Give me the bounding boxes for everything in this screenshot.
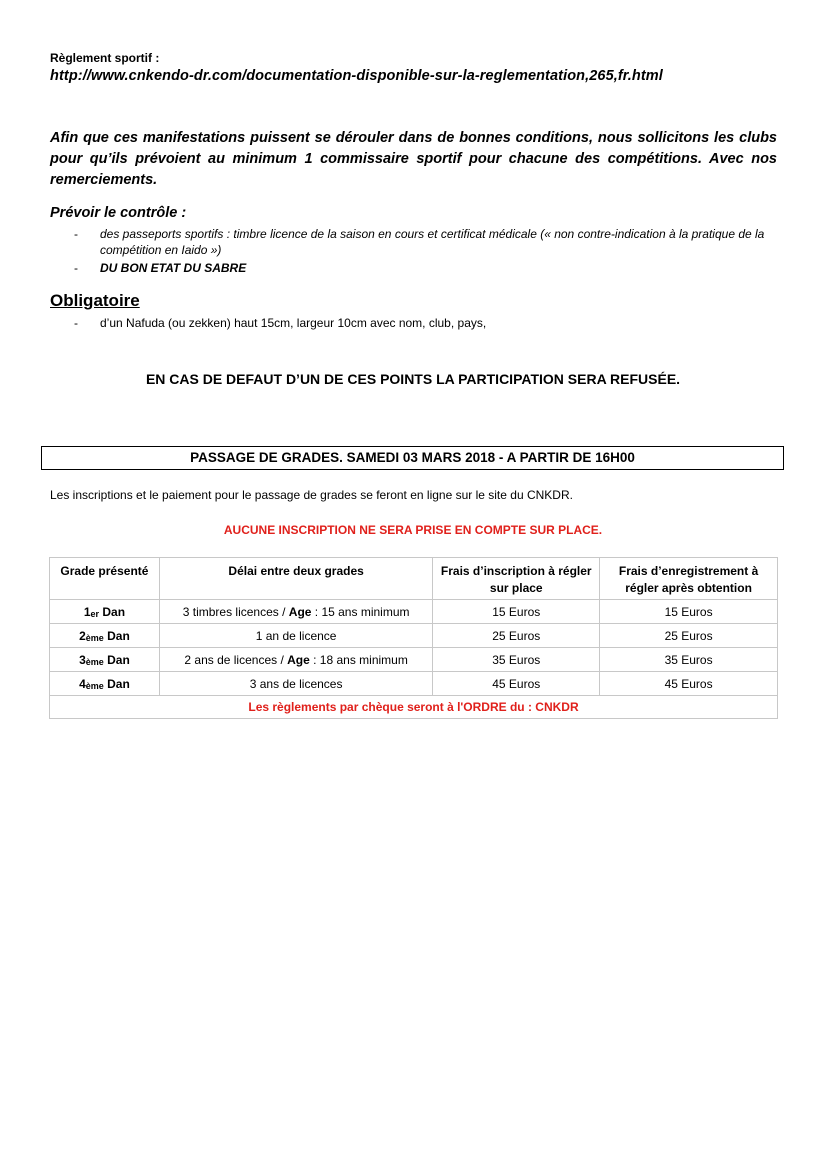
grade-cell bbox=[50, 672, 160, 696]
age-label: Age bbox=[288, 604, 312, 619]
delai-cell bbox=[159, 672, 432, 696]
controle-heading: Prévoir le contrôle : bbox=[50, 205, 187, 221]
table-row bbox=[50, 624, 778, 648]
grades-table bbox=[49, 557, 778, 719]
table-row bbox=[50, 600, 778, 624]
delai-age-text: : 18 ans minimum bbox=[309, 652, 408, 667]
delai-cell bbox=[159, 624, 432, 648]
grade-cell bbox=[50, 600, 160, 624]
age-label: Age bbox=[287, 652, 310, 667]
delai-age-text: : 15 ans minimum bbox=[311, 604, 410, 619]
inscription-cell: 25 Euros bbox=[433, 624, 600, 648]
enregistrement-cell: 15 Euros bbox=[600, 600, 778, 624]
grade-number: 4 bbox=[79, 676, 86, 691]
enregistrement-cell: 35 Euros bbox=[600, 648, 778, 672]
inscription-cell: 15 Euros bbox=[433, 600, 600, 624]
reglement-label: Règlement sportif : bbox=[50, 51, 160, 65]
passage-title-box: PASSAGE DE GRADES. SAMEDI 03 MARS 2018 - A PARTIR DE 16H00 bbox=[41, 446, 784, 470]
grade-dan: Dan bbox=[102, 604, 126, 619]
enregistrement-cell: 25 Euros bbox=[600, 624, 778, 648]
controle-list bbox=[72, 226, 782, 276]
controle-item-passeports: des passeports sportifs : timbre licence de la saison en cours et certificat médicale (« non contre-indication à la pratique de la compétition en Iaido ») bbox=[100, 227, 765, 257]
list-item bbox=[72, 316, 772, 330]
header-frais-inscription: Frais d’inscription à régler sur place bbox=[433, 558, 600, 600]
delai-text: 3 timbres licences / bbox=[182, 604, 289, 619]
obligatoire-list bbox=[72, 316, 772, 330]
reglement-url-link[interactable]: http://www.cnkendo-dr.com/documentation-disponible-sur-la-reglementation,265,fr.html bbox=[50, 68, 663, 84]
grade-ordinal: ème bbox=[85, 680, 104, 691]
bullet-dash: - bbox=[74, 316, 78, 330]
intro-paragraph: Afin que ces manifestations puissent se dérouler dans de bonnes conditions, nous sollicitons les clubs pour qu’ils prévoient au minimum 1 commissaire sportif pour chacune des compétitions. Avec nos remerciements. bbox=[50, 130, 777, 188]
list-item bbox=[72, 226, 782, 258]
grade-number: 2 bbox=[79, 628, 86, 643]
obligatoire-heading: Obligatoire bbox=[50, 291, 140, 310]
defaut-notice: EN CAS DE DEFAUT D’UN DE CES POINTS LA PARTICIPATION SERA REFUSÉE. bbox=[145, 371, 681, 387]
grade-cell bbox=[50, 624, 160, 648]
inscription-cell: 35 Euros bbox=[433, 648, 600, 672]
bullet-dash: - bbox=[74, 261, 78, 275]
grade-dan: Dan bbox=[107, 652, 130, 667]
obligatoire-item-nafuda: d’un Nafuda (ou zekken) haut 15cm, largeur 10cm avec nom, club, pays, bbox=[100, 316, 487, 330]
grade-dan: Dan bbox=[107, 628, 130, 643]
header-grade: Grade présenté bbox=[50, 558, 160, 600]
header-delai: Délai entre deux grades bbox=[159, 558, 432, 600]
grade-cell bbox=[50, 648, 160, 672]
aucune-inscription-notice: AUCUNE INSCRIPTION NE SERA PRISE EN COMPTE SUR PLACE. bbox=[223, 523, 603, 537]
grade-ordinal: ème bbox=[85, 656, 104, 667]
delai-text: 3 ans de licences bbox=[249, 676, 343, 691]
cheque-order-notice: Les règlements par chèque seront à l'ORDRE du : CNKDR bbox=[50, 696, 778, 719]
list-item bbox=[72, 260, 782, 276]
grade-ordinal: er bbox=[90, 608, 100, 619]
table-row bbox=[50, 648, 778, 672]
table-row bbox=[50, 672, 778, 696]
delai-cell bbox=[159, 648, 432, 672]
inscription-cell: 45 Euros bbox=[433, 672, 600, 696]
enregistrement-cell: 45 Euros bbox=[600, 672, 778, 696]
table-footer-row bbox=[50, 696, 778, 719]
delai-cell bbox=[159, 600, 432, 624]
grade-number: 3 bbox=[79, 652, 86, 667]
inscriptions-text: Les inscriptions et le paiement pour le passage de grades se feront en ligne sur le site du CNKDR. bbox=[50, 488, 573, 502]
delai-text: 1 an de licence bbox=[255, 628, 337, 643]
controle-item-sabre: DU BON ETAT DU SABRE bbox=[100, 261, 247, 275]
header-frais-enregistrement: Frais d’enregistrement à régler après obtention bbox=[600, 558, 778, 600]
bullet-dash: - bbox=[74, 227, 78, 241]
grade-dan: Dan bbox=[107, 676, 130, 691]
table-header-row bbox=[50, 558, 778, 600]
grade-ordinal: ème bbox=[85, 632, 104, 643]
delai-text: 2 ans de licences / bbox=[184, 652, 288, 667]
grade-number: 1 bbox=[83, 604, 91, 619]
